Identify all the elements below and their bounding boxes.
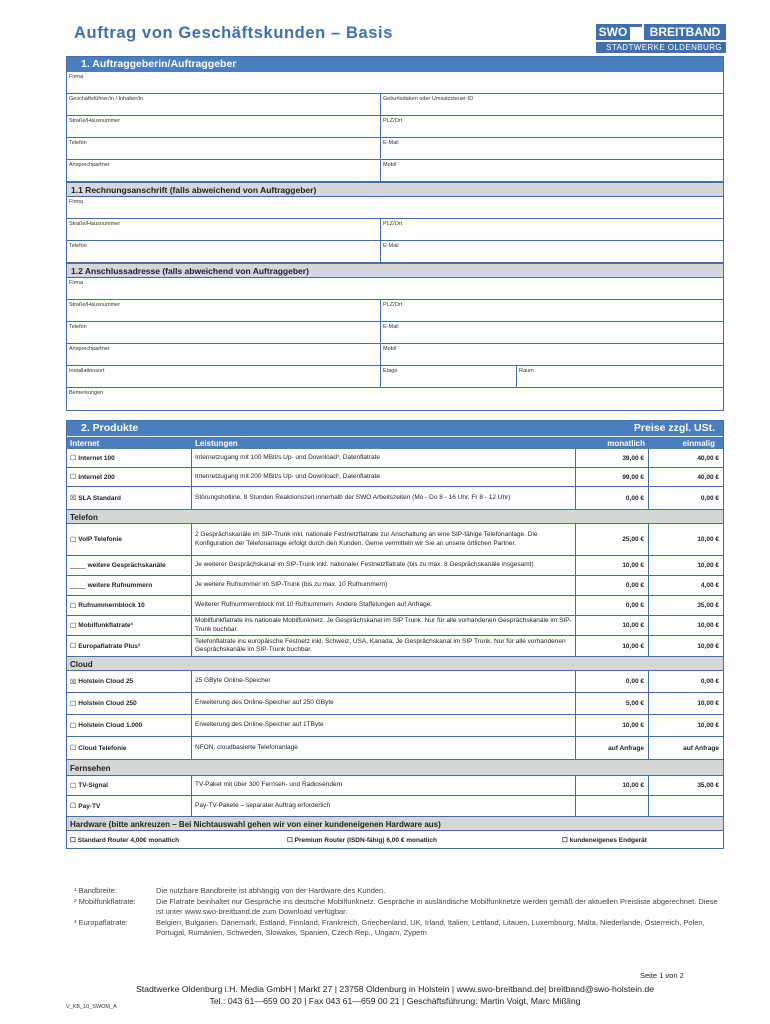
product-name-cell[interactable] <box>67 616 192 635</box>
product-name: Rufnummernblock 10 <box>78 602 145 609</box>
product-name-cell[interactable] <box>67 636 192 656</box>
product-row <box>67 715 723 737</box>
product-name: SLA Standard <box>78 494 122 502</box>
price-monthly: 10,00 € <box>576 556 649 575</box>
product-name: Internet 200 <box>78 473 115 481</box>
col-internet: Internet <box>70 439 100 448</box>
anschluss-plz-field[interactable]: PLZ/Ort <box>383 302 403 308</box>
product-name: Pay-TV <box>78 802 101 810</box>
rechnung-firma-field[interactable]: Firma <box>69 199 84 205</box>
logo-swo: SWO <box>596 24 630 40</box>
anschluss-mobil-field[interactable]: Mobil <box>383 346 397 352</box>
price-monthly: 10,00 € <box>576 616 649 635</box>
product-name-cell[interactable] <box>67 487 192 509</box>
product-description: 25 GByte Online-Speicher <box>192 671 576 692</box>
product-checkbox[interactable]: ☐ <box>70 643 77 650</box>
section-header-anschluss: 1.2 Anschlussadresse (falls abweichend von Auftraggeber) <box>67 263 723 278</box>
product-checkbox[interactable]: ☐ <box>70 602 77 610</box>
anschluss-strasse-field[interactable]: Straße/Hausnummer <box>67 300 381 321</box>
price-monthly: 10,00 € <box>576 715 649 736</box>
product-row <box>67 576 723 596</box>
anschluss-ansprech-field[interactable]: Ansprechpartner <box>67 344 381 365</box>
product-name-cell[interactable] <box>67 576 192 595</box>
price-monthly: 0,00 € <box>576 576 649 595</box>
product-description: Pay-TV-Pakete – separater Auftrag erforderlich <box>192 796 576 816</box>
price-once: 10,00 € <box>697 722 719 729</box>
product-checkbox[interactable]: ☐ <box>70 803 77 810</box>
produkte-title: 2. Produkte <box>81 422 139 434</box>
product-row <box>67 737 723 759</box>
price-once: 0,00 € <box>700 678 719 685</box>
tower-icon <box>630 24 642 40</box>
product-name-cell[interactable] <box>67 468 192 486</box>
rechnung-strasse-field[interactable]: Straße/Hausnummer <box>67 219 381 240</box>
rechnung-telefon-field[interactable]: Telefon <box>67 241 381 262</box>
price-once: auf Anfrage <box>683 744 719 752</box>
product-checkbox[interactable]: ☐ <box>70 622 77 630</box>
col-leistungen: Leistungen <box>195 439 238 448</box>
product-description: Je weiterer Gesprächskanal im SIP-Trunk inkl. nationaler Festnetzflatrate (bis zu max. 8 Gesprächskanäle insgesamt) <box>192 556 576 575</box>
product-row <box>67 556 723 576</box>
mobil-field[interactable]: Mobil <box>383 162 397 168</box>
product-description: Je weitere Rufnummer im SIP-Trunk (bis zu max. 10 Rufnummern) <box>192 576 576 595</box>
product-name-cell[interactable] <box>67 776 192 795</box>
product-checkbox[interactable]: ☒ <box>70 678 77 686</box>
product-checkbox[interactable]: ☐ <box>70 782 77 790</box>
product-row <box>67 693 723 715</box>
product-checkbox[interactable]: ☐ <box>70 722 77 730</box>
product-description: Störungshotline, 8 Stunden Reaktionszeit innerhalb der SWO Arbeitszeiten (Mo - Do 8 - 16 Uhr, Fr 8 - 12 Uhr) <box>192 487 576 509</box>
product-name: Mobilfunkflatrate³ <box>78 622 133 629</box>
price-monthly: 99,00 € <box>576 468 649 486</box>
note-text: Die Flatrate beinhaltet nur Gespräche ins deutsche Mobilfunknetz. Gespräche in ausländische Mobilfunknetze werden gemäß der aktuellen Preisliste abgerechnet. Diese ist unter www.swo-breitband.de zum Download verfügbar. <box>156 896 718 916</box>
product-description: Telefonflatrate ins europäische Festnetz inkl. Schweiz, USA, Kanada. Je Gesprächskanal im SIP Trunk. Nur für alle vorhandenen Gesprächskanäle im SIP-Trunk buchbar. <box>192 636 576 656</box>
price-monthly <box>576 796 649 816</box>
price-once: 40,00 € <box>697 473 719 481</box>
product-row <box>67 487 723 509</box>
product-name: TV-Signal <box>78 782 108 789</box>
note-key: ³ Europaflatrate: <box>74 917 128 927</box>
bemerkungen-field[interactable]: Bemerkungen <box>69 390 104 396</box>
product-row <box>67 671 723 693</box>
price-once: 0,00 € <box>700 494 719 502</box>
group-cloud <box>67 671 723 759</box>
raum-field[interactable]: Raum <box>519 368 534 374</box>
product-name: Europaflatrate Plus³ <box>78 642 141 650</box>
price-once: 10,00 € <box>697 642 719 650</box>
section-header-produkte <box>67 421 723 436</box>
product-description: Mobilfunkflatrate ins nationale Mobilfunknetz. Je Gesprächskanal im SIP Trunk. Nur für alle vorhandenen Gesprächskanäle im SIP-Trunk buchbar. <box>192 616 576 635</box>
price-once: 4,00 € <box>700 582 719 589</box>
product-row <box>67 796 723 816</box>
product-checkbox[interactable]: ☐ <box>70 745 77 752</box>
geschaeftsfuehrer-field[interactable]: Geschäftsführer/in / Inhaber/in <box>67 94 381 115</box>
rechnung-plz-field[interactable]: PLZ/Ort <box>383 221 403 227</box>
group-telefon <box>67 524 723 656</box>
section-header-rechnung: 1.1 Rechnungsanschrift (falls abweichend von Auftraggeber) <box>67 182 723 197</box>
product-name: Holstein Cloud 25 <box>78 678 134 685</box>
product-name-cell[interactable] <box>67 524 192 555</box>
firma-field[interactable]: Firma <box>69 74 84 80</box>
price-once: 35,00 € <box>697 602 719 609</box>
product-row <box>67 524 723 556</box>
installationsort-field[interactable]: Installationsort <box>67 366 381 387</box>
product-checkbox[interactable]: ☒ <box>70 495 77 502</box>
group-header-fernsehen: Fernsehen <box>67 759 723 776</box>
geburtsdatum-field[interactable]: Geburtsdatum oder Umsatzsteuer-ID <box>383 96 474 102</box>
product-name-cell[interactable] <box>67 671 192 692</box>
product-description: Weiterer Rufnummernblock mit 10 Rufnummern. Andere Staffelungen auf Anfrage. <box>192 596 576 615</box>
anschluss-email-field[interactable]: E-Mail <box>383 324 399 330</box>
product-checkbox[interactable]: ☐ <box>70 455 77 462</box>
product-name: weitere Rufnummern <box>87 582 153 589</box>
ansprechpartner-field[interactable]: Ansprechpartner <box>67 160 381 181</box>
price-monthly: auf Anfrage <box>576 737 649 759</box>
note-text: Belgien, Bulgarien, Dänemark, Estland, Finnland, Frankreich, Griechenland, UK, Irland, Italien, Lettland, Litauen, Luxembourg, Malta, Niederlande, Österreich, Polen, Portugal, Rumänien, Schweden, Slowakei, Spanien, Czech Rep., Ungarn, Zypern <box>156 917 705 937</box>
product-name: Internet 100 <box>78 454 115 462</box>
product-name-cell[interactable] <box>67 693 192 714</box>
product-description: Erweiterung des Online-Speicher auf 1TByte <box>192 715 576 736</box>
rechnung-email-field[interactable]: E-Mail <box>383 243 399 249</box>
note-key: ² Mobilfunkflatrate: <box>74 896 136 906</box>
product-row <box>67 636 723 656</box>
price-once: 40,00 € <box>697 454 719 462</box>
section-header: 1. Auftraggeberin/Auftraggeber <box>67 57 723 72</box>
product-row <box>67 449 723 468</box>
version-code: V_KB_10_SWOM_A <box>66 1004 117 1010</box>
product-name-cell[interactable] <box>67 796 192 816</box>
group-header-cloud: Cloud <box>67 656 723 671</box>
price-once: 10,00 € <box>697 700 719 707</box>
product-description: 2 Gesprächskanäle im SIP-Trunk inkl. nationale Festnetzflatrate zur Anschaltung an eine SIP-fähige Telefonanlage. Die Konfiguration der Telefonanlage erfolgt durch den Kunden. Gerne vermitteln wir Sie an unsere örtlichen Partner. <box>192 524 576 555</box>
strasse-field[interactable]: Straße/Hausnummer <box>67 116 381 137</box>
product-name: Holstein Cloud 1.000 <box>78 722 143 729</box>
product-description: TV-Paket mit über 300 Fernseh- und Radiosendern <box>192 776 576 795</box>
products-column-header <box>67 436 723 449</box>
price-once: 10,00 € <box>697 622 719 629</box>
section-auftraggeber <box>66 56 724 411</box>
price-once: 35,00 € <box>697 782 719 789</box>
prices-note: Preise zzgl. USt. <box>633 422 715 434</box>
product-description: Internetzugang mit 200 MBit/s Up- und Download¹, Datenflatrate <box>192 468 576 486</box>
product-name: Holstein Cloud 250 <box>78 700 137 707</box>
group-header-telefon: Telefon <box>67 509 723 524</box>
hardware-row <box>67 831 723 848</box>
product-name: VoIP Telefonie <box>78 536 122 543</box>
product-row <box>67 616 723 636</box>
price-monthly: 10,00 € <box>576 776 649 795</box>
products-table <box>66 420 724 849</box>
product-checkbox[interactable]: ☐ <box>70 474 77 481</box>
swo-breitband-logo <box>596 24 726 54</box>
footnotes <box>74 886 724 939</box>
standard-router-checkbox[interactable]: ☐ Standard Router 4,00€ monatlich <box>70 836 180 844</box>
product-name-cell[interactable] <box>67 596 192 615</box>
price-monthly: 10,00 € <box>576 636 649 656</box>
footer-contact: Tel.: 043 61—659 00 20 | Fax 043 61—659 00 21 | Geschäftsführung: Martin Voigt, Marc Mißling <box>209 996 581 1006</box>
note-key: ¹ Bandbreite: <box>74 886 117 895</box>
price-monthly: 25,00 € <box>576 524 649 555</box>
product-row <box>67 596 723 616</box>
page-title: Auftrag von Geschäftskunden – Basis <box>74 24 393 42</box>
product-description: NFON, cloudbasierte Telefonanlage <box>192 737 576 759</box>
price-once: 10,00 € <box>697 536 719 543</box>
product-checkbox[interactable]: ☐ <box>70 536 77 544</box>
product-name-cell[interactable] <box>67 556 192 575</box>
group-tv <box>67 776 723 816</box>
group-internet <box>67 449 723 509</box>
price-once: 10,00 € <box>697 562 719 569</box>
price-monthly: 39,00 € <box>576 449 649 467</box>
kundeneigenes-endgeraet-checkbox[interactable]: ☐ kundeneigenes Endgerät <box>562 836 647 844</box>
price-monthly: 0,00 € <box>576 596 649 615</box>
price-monthly: 5,00 € <box>576 693 649 714</box>
product-description: Internetzugang mit 100 MBit/s Up- und Download¹, Datenflatrate <box>192 449 576 467</box>
logo-breitband: BREITBAND <box>644 24 726 40</box>
price-once <box>649 796 723 816</box>
product-name-cell[interactable] <box>67 449 192 467</box>
footer <box>60 983 730 1007</box>
anschluss-telefon-field[interactable]: Telefon <box>67 322 381 343</box>
price-monthly: 0,00 € <box>576 487 649 509</box>
anschluss-firma-field[interactable]: Firma <box>69 280 84 286</box>
note-text: Die nutzbare Bandbreite ist abhängig von der Hardware des Kunden. <box>156 886 386 895</box>
logo-subtitle: STADTWERKE OLDENBURG <box>596 42 726 53</box>
plz-ort-field[interactable]: PLZ/Ort <box>383 118 403 124</box>
product-name-cell[interactable] <box>67 715 192 736</box>
product-description: Erweiterung des Online-Speicher auf 250 GByte <box>192 693 576 714</box>
product-name: weitere Gesprächskanäle <box>87 562 166 569</box>
product-checkbox[interactable]: ☐ <box>70 700 77 708</box>
product-name-cell[interactable] <box>67 737 192 759</box>
etage-field[interactable]: Etage <box>381 366 517 387</box>
col-monatlich: monatlich <box>607 439 645 448</box>
product-checkbox[interactable]: ____ <box>70 562 86 569</box>
product-checkbox[interactable]: ____ <box>70 582 86 589</box>
page-number: Seite 1 von 2 <box>640 971 684 980</box>
telefon-field[interactable]: Telefon <box>67 138 381 159</box>
product-row <box>67 776 723 796</box>
hardware-header: Hardware (bitte ankreuzen – Bei Nichtauswahl gehen wir von einer kundeneigenen Hardware aus) <box>67 816 723 831</box>
price-monthly: 0,00 € <box>576 671 649 692</box>
premium-router-checkbox[interactable]: ☐ Premium Router (ISDN-fähig) 6,00 € monatlich <box>287 836 437 844</box>
product-name: Cloud Telefonie <box>78 744 127 752</box>
email-field[interactable]: E-Mail <box>383 140 399 146</box>
product-row <box>67 468 723 487</box>
footer-address: Stadtwerke Oldenburg i.H. Media GmbH | Markt 27 | 23758 Oldenburg in Holstein | www.swo-breitband.de| breitband@swo-holstein.de <box>135 984 655 994</box>
col-einmalig: einmalig <box>682 439 715 448</box>
